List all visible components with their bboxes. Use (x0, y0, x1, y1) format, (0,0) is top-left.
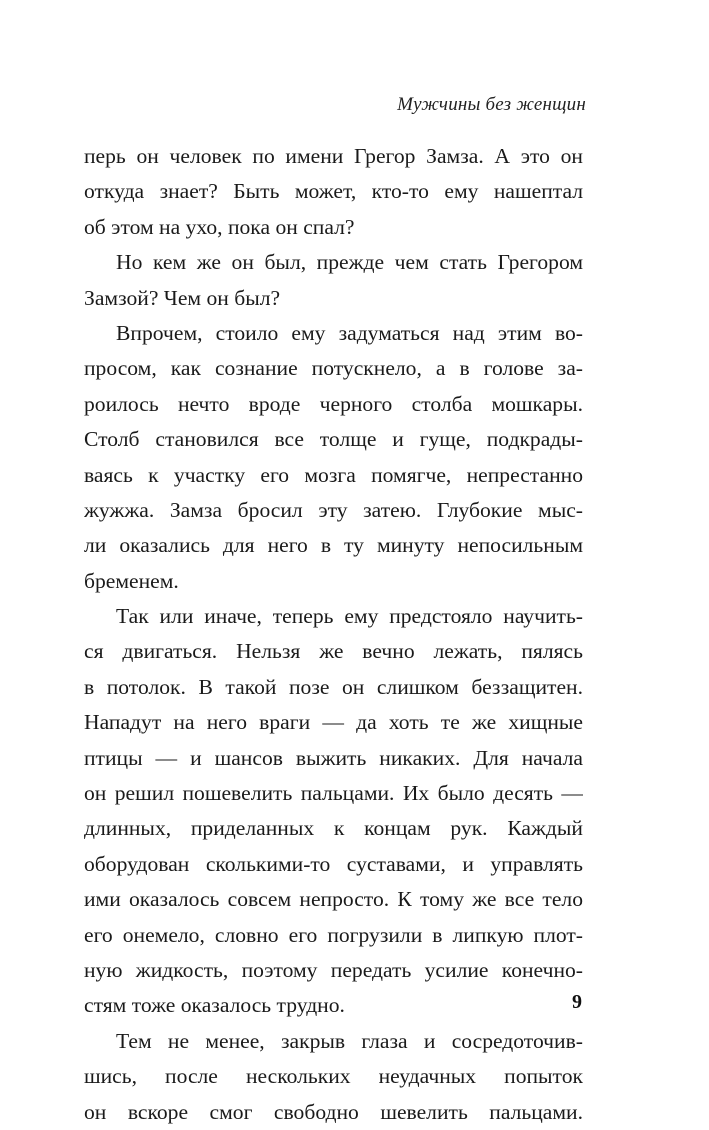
text-line: он вскоре смог свободно шевелить пальцами. (84, 1099, 583, 1124)
text-line: ся двигаться. Нельзя же вечно лежать, пялясь (84, 639, 583, 664)
text-line: ими оказалось совсем непросто. К тому же все тело (84, 887, 583, 912)
text-line: шись, после нескольких неудачных попыток (84, 1064, 583, 1089)
text-line: перь он человек по имени Грегор Замза. А это он (84, 144, 583, 168)
text-line: просом, как сознание потускнело, а в голове за- (84, 356, 583, 381)
page-number: 9 (572, 991, 582, 1013)
running-header: Мужчины без женщин (397, 94, 586, 115)
text-line: птицы — и шансов выжить никаких. Для начала (84, 745, 583, 770)
text-line: ли оказались для него в ту минуту непосильным (84, 533, 583, 558)
text-line: он решил пошевелить пальцами. Их было десять — (84, 781, 583, 806)
text-line: ную жидкость, поэтому передать усилие конечно- (84, 957, 583, 982)
text-line: его онемело, словно его погрузили в липкую плот- (84, 922, 583, 947)
text-line: Нападут на него враги — да хоть те же хищные (84, 710, 583, 735)
text-line: Замзой? Чем он был? (84, 285, 281, 310)
text-line: Тем не менее, закрыв глаза и сосредоточив- (116, 1028, 583, 1053)
text-line: Столб становился все толще и гуще, подкрады- (84, 427, 583, 452)
text-line: откуда знает? Быть может, кто-то ему нашептал (84, 179, 583, 204)
text-line: Так или иначе, теперь ему предстояло научить- (116, 604, 583, 629)
text-line: оборудован сколькими-то суставами, и управлять (84, 851, 583, 876)
text-line: Но кем же он был, прежде чем стать Грегором (116, 250, 583, 275)
text-line: роилось нечто вроде черного столба мошкары. (84, 391, 583, 416)
text-line: Впрочем, стоило ему задуматься над этим во- (116, 320, 583, 345)
text-line: в потолок. В такой позе он слишком беззащитен. (84, 674, 583, 699)
text-line: бременем. (84, 568, 179, 593)
text-line: длинных, приделанных к концам рук. Каждый (84, 816, 583, 841)
text-line: ваясь к участку его мозга помягче, непрестанно (84, 462, 583, 487)
text-line: жужжа. Замза бросил эту затею. Глубокие мыс- (84, 497, 583, 522)
text-line: об этом на ухо, пока он спал? (84, 214, 355, 239)
text-line: стям тоже оказалось трудно. (84, 993, 345, 1018)
body-text (84, 139, 583, 1130)
